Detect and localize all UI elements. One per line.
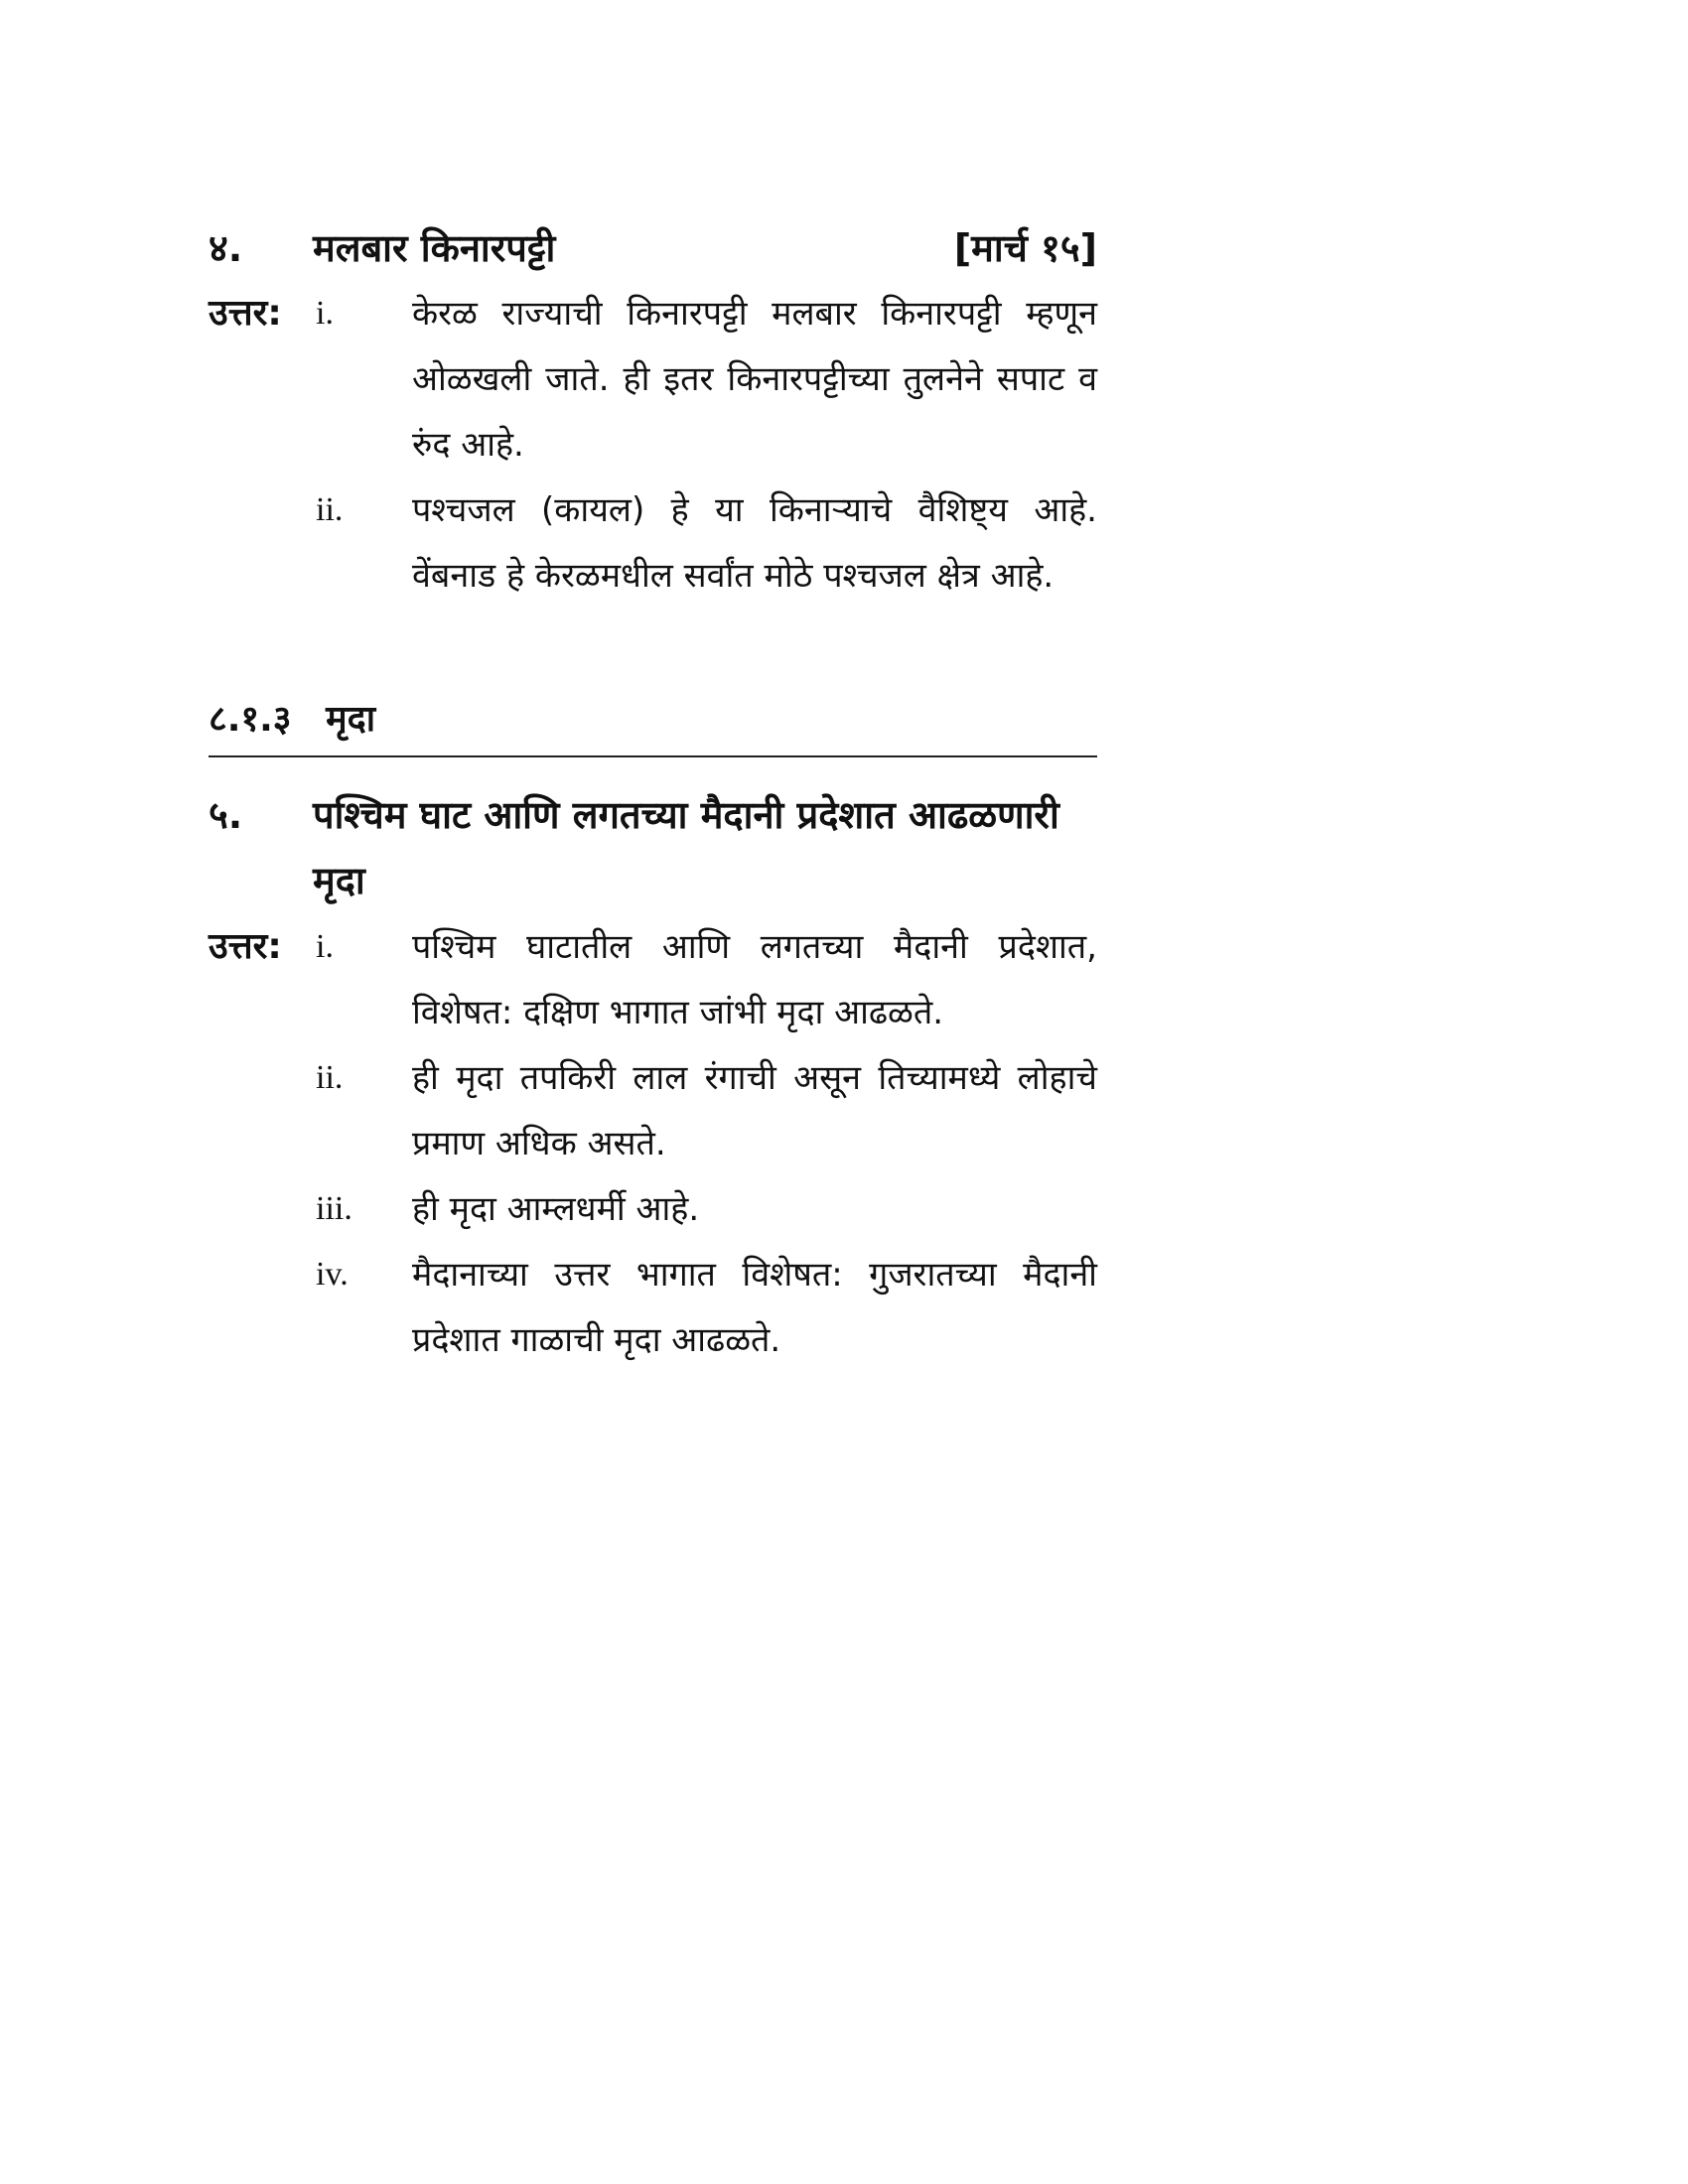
item-text: ही मृदा तपकिरी लाल रंगाची असून तिच्यामध्ये लोहाचे प्रमाण अधिक असते. (412, 1058, 1097, 1163)
answer-item (209, 1176, 1097, 1242)
question-5-answer (209, 914, 1097, 1373)
question-number: ५. (209, 793, 243, 837)
answer-item (209, 1242, 1097, 1373)
answer-item (209, 478, 1097, 609)
section-number: ८.१.३ (209, 699, 292, 740)
section-title: मृदा (326, 699, 376, 740)
question-number: ४. (209, 226, 243, 270)
section-heading (209, 690, 1097, 757)
item-numeral: ii. (316, 491, 344, 528)
answer-item (209, 914, 1097, 1045)
item-numeral: i. (316, 295, 334, 332)
answer-item (209, 281, 1097, 478)
answer-label: उत्तर: (209, 293, 282, 334)
question-title: पश्चिम घाट आणि लगतच्या मैदानी प्रदेशात आढळणारी मृदा (313, 793, 1059, 902)
item-text: मैदानाच्या उत्तर भागात विशेषत: गुजरातच्या मैदानी प्रदेशात गाळाची मृदा आढळते. (412, 1255, 1097, 1360)
exam-reference-tag: [मार्च १५] (953, 226, 1097, 270)
item-text: केरळ राज्याची किनारपट्टी मलबार किनारपट्टी म्हणून ओळखली जाते. ही इतर किनारपट्टीच्या तुलनेने सपाट व रुंद आहे. (412, 294, 1097, 465)
item-numeral: ii. (316, 1059, 344, 1096)
answer-item (209, 1045, 1097, 1176)
item-numeral: iv. (316, 1256, 349, 1293)
question-4-answer (209, 281, 1097, 609)
item-numeral: i. (316, 928, 334, 965)
question-title: मलबार किनारपट्टी (313, 226, 556, 270)
item-text: पश्चजल (कायल) हे या किनाऱ्याचे वैशिष्ट्य आहे. वेंबनाड हे केरळमधील सर्वांत मोठे पश्चजल क्षेत्र आहे. (412, 490, 1097, 596)
item-numeral: iii. (316, 1190, 352, 1227)
item-text: पश्चिम घाटातील आणि लगतच्या मैदानी प्रदेशात, विशेषत: दक्षिण भागात जांभी मृदा आढळते. (412, 927, 1097, 1032)
answer-label: उत्तर: (209, 926, 282, 967)
item-text: ही मृदा आम्लधर्मी आहे. (412, 1189, 700, 1229)
